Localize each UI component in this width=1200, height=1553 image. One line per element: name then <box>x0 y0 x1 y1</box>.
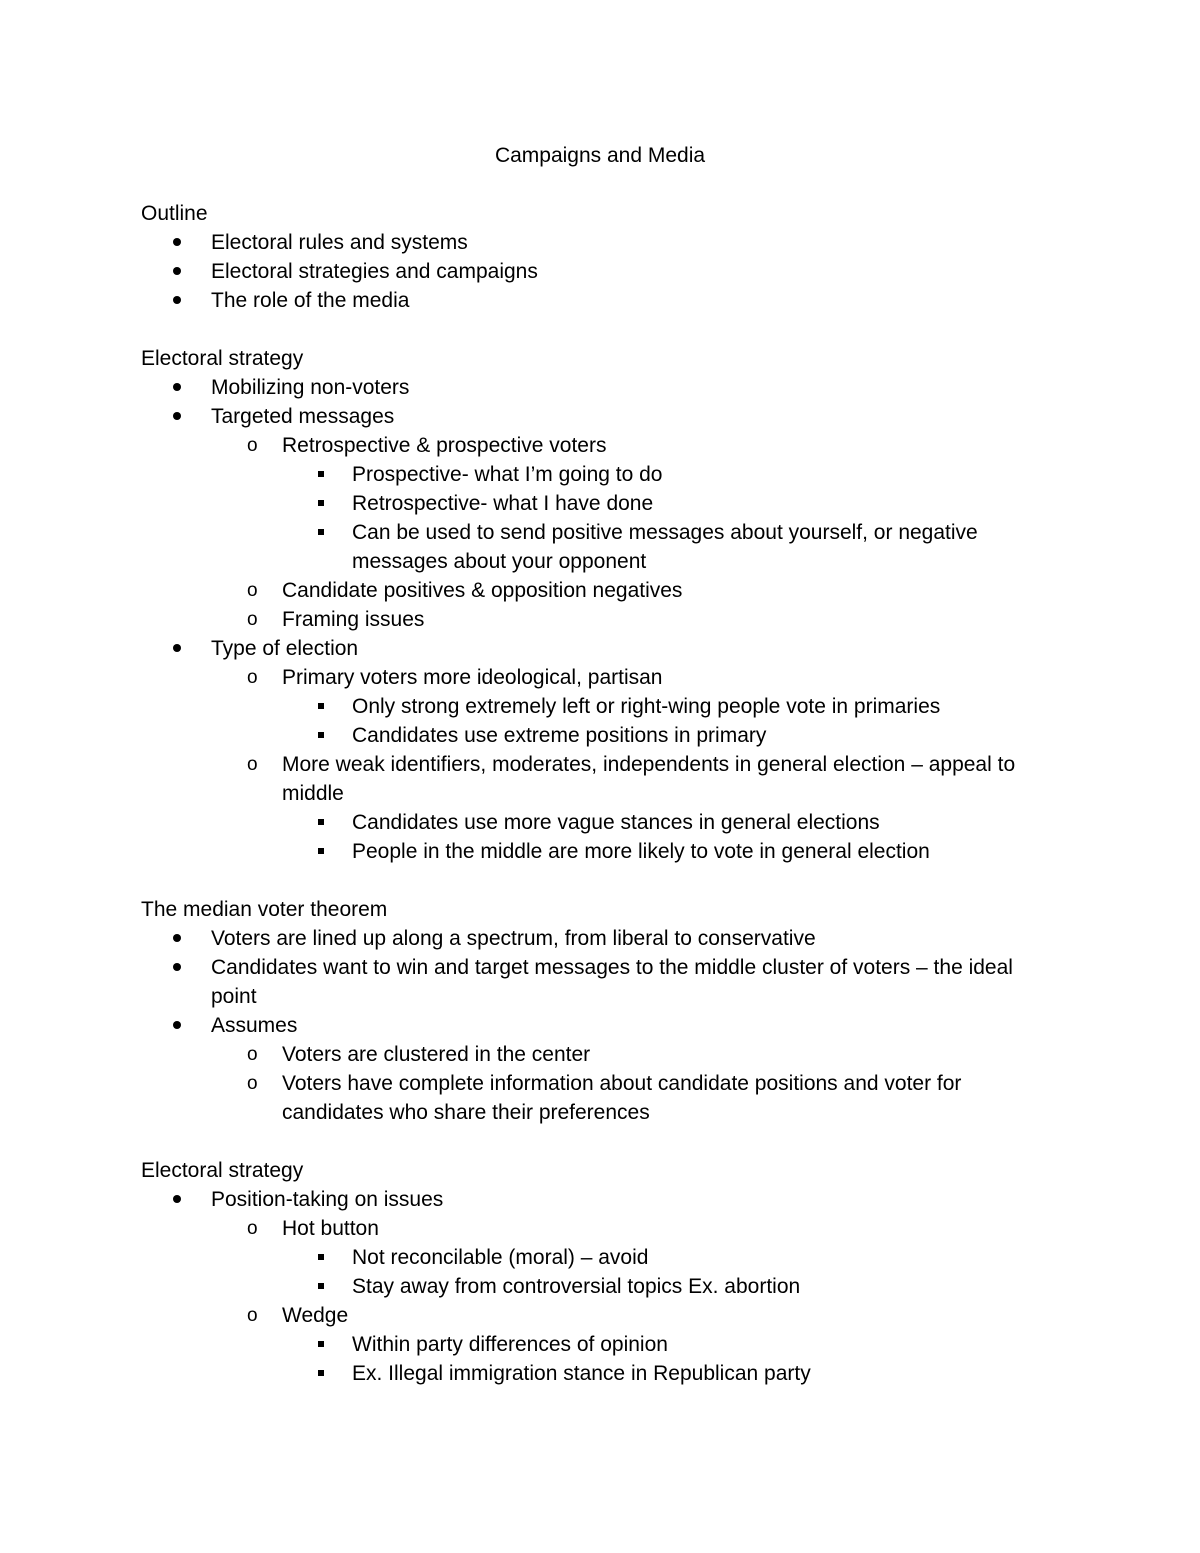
list-item <box>141 257 1051 286</box>
list-item <box>141 1243 1051 1272</box>
bullet-dot-icon <box>173 1011 181 1040</box>
list-item <box>141 924 1051 953</box>
section-heading: Electoral strategy <box>141 1159 304 1182</box>
list-item-text: Voters have complete information about candidate positions and voter for candidates who share their preferences <box>282 1072 962 1124</box>
list-item <box>141 605 1051 634</box>
list-item <box>141 808 1051 837</box>
list-item <box>141 518 1051 576</box>
section-spacer <box>141 315 1051 344</box>
bullet-circle-icon: o <box>247 667 258 688</box>
list-item <box>141 489 1051 518</box>
list-item-text: People in the middle are more likely to vote in general election <box>352 840 930 863</box>
bullet-square-icon <box>318 1359 324 1388</box>
list-item <box>141 1185 1051 1214</box>
list-item <box>141 837 1051 866</box>
bullet-circle-icon: o <box>247 1044 258 1065</box>
list-item-text: Prospective- what I’m going to do <box>352 463 663 486</box>
list-item-text: Wedge <box>282 1304 349 1327</box>
list-item <box>141 1330 1051 1359</box>
list-item <box>141 953 1051 1011</box>
list-item-text: Electoral strategies and campaigns <box>211 260 538 283</box>
list-item <box>141 721 1051 750</box>
list-item <box>141 576 1051 605</box>
bullet-circle-icon: o <box>247 580 258 601</box>
list-item-text: Not reconcilable (moral) – avoid <box>352 1246 649 1269</box>
bullet-square-icon <box>318 692 324 721</box>
bullet-dot-icon <box>173 634 181 663</box>
list-item <box>141 228 1051 257</box>
bullet-dot-icon <box>173 953 181 982</box>
list-item-text: Assumes <box>211 1014 298 1037</box>
list-item-text: Candidates want to win and target messages to the middle cluster of voters – the ideal point <box>211 956 1013 1008</box>
list-item-text: Hot button <box>282 1217 379 1240</box>
bullet-circle-icon: o <box>247 609 258 630</box>
list-item-text: Can be used to send positive messages about yourself, or negative messages about your opponent <box>352 521 978 573</box>
list-item-text: Stay away from controversial topics Ex. abortion <box>352 1275 801 1298</box>
list-item-text: Targeted messages <box>211 405 395 428</box>
bullet-square-icon <box>318 1330 324 1359</box>
section-heading: The median voter theorem <box>141 898 388 921</box>
list-item-text: Ex. Illegal immigration stance in Republican party <box>352 1362 811 1385</box>
bullet-circle-icon: o <box>247 1305 258 1326</box>
list-item-text: Within party differences of opinion <box>352 1333 668 1356</box>
list-item-text: Voters are lined up along a spectrum, from liberal to conservative <box>211 927 816 950</box>
list-item-text: Type of election <box>211 637 359 660</box>
list-item <box>141 1272 1051 1301</box>
bullet-dot-icon <box>173 373 181 402</box>
document-body <box>141 199 1051 1388</box>
list-item <box>141 1301 1051 1330</box>
bullet-circle-icon: o <box>247 1073 258 1094</box>
bullet-circle-icon: o <box>247 754 258 775</box>
bullet-circle-icon: o <box>247 435 258 456</box>
bullet-dot-icon <box>173 1185 181 1214</box>
bullet-square-icon <box>318 518 324 547</box>
list-item <box>141 692 1051 721</box>
section-heading: Outline <box>141 202 208 225</box>
bullet-square-icon <box>318 460 324 489</box>
list-item-text: Framing issues <box>282 608 425 631</box>
list-item <box>141 286 1051 315</box>
bullet-dot-icon <box>173 228 181 257</box>
list-item-text: The role of the media <box>211 289 410 312</box>
list-item <box>141 431 1051 460</box>
bullet-dot-icon <box>173 286 181 315</box>
section-heading: Electoral strategy <box>141 347 304 370</box>
list-item <box>141 634 1051 663</box>
list-item <box>141 1214 1051 1243</box>
list-item-text: Position-taking on issues <box>211 1188 444 1211</box>
list-item-text: Candidate positives & opposition negatives <box>282 579 683 602</box>
list-item <box>141 373 1051 402</box>
list-item <box>141 663 1051 692</box>
list-item <box>141 1069 1051 1127</box>
list-item-text: Candidates use extreme positions in primary <box>352 724 767 747</box>
bullet-dot-icon <box>173 402 181 431</box>
list-item-text: Candidates use more vague stances in general elections <box>352 811 880 834</box>
bullet-square-icon <box>318 1272 324 1301</box>
list-item-text: Only strong extremely left or right-wing people vote in primaries <box>352 695 941 718</box>
list-item <box>141 1011 1051 1040</box>
bullet-square-icon <box>318 808 324 837</box>
list-item <box>141 402 1051 431</box>
list-item <box>141 460 1051 489</box>
list-item-text: More weak identifiers, moderates, independents in general election – appeal to middle <box>282 753 1016 805</box>
list-item-text: Primary voters more ideological, partisan <box>282 666 663 689</box>
document-title: Campaigns and Media <box>494 144 706 167</box>
list-item-text: Retrospective & prospective voters <box>282 434 607 457</box>
bullet-dot-icon <box>173 257 181 286</box>
list-item-text: Voters are clustered in the center <box>282 1043 591 1066</box>
section-spacer <box>141 1127 1051 1156</box>
list-item-text: Electoral rules and systems <box>211 231 468 254</box>
list-item <box>141 750 1051 808</box>
bullet-square-icon <box>318 489 324 518</box>
list-item <box>141 1359 1051 1388</box>
bullet-square-icon <box>318 837 324 866</box>
bullet-square-icon <box>318 721 324 750</box>
bullet-dot-icon <box>173 924 181 953</box>
list-item <box>141 1040 1051 1069</box>
bullet-circle-icon: o <box>247 1218 258 1239</box>
list-item-text: Mobilizing non-voters <box>211 376 410 399</box>
bullet-square-icon <box>318 1243 324 1272</box>
section-spacer <box>141 866 1051 895</box>
list-item-text: Retrospective- what I have done <box>352 492 654 515</box>
